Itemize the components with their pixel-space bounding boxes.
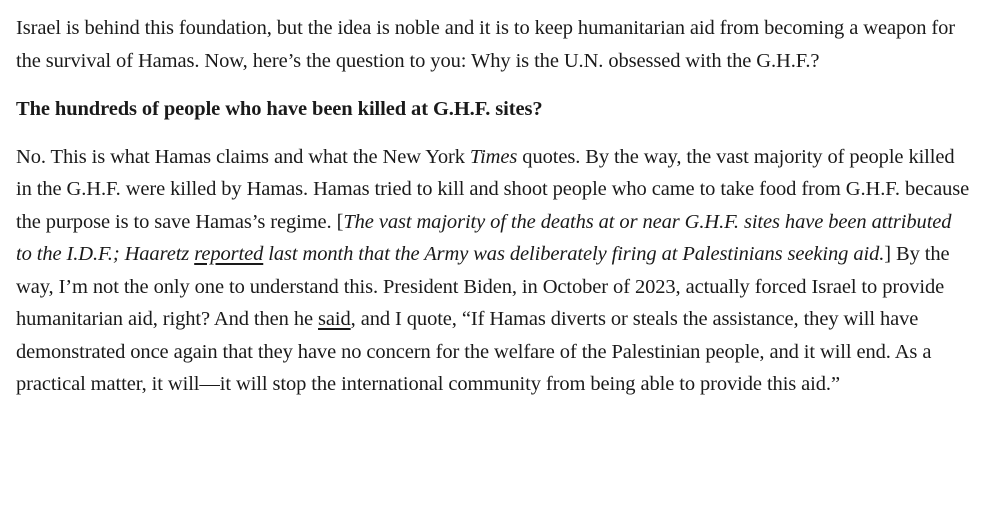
editor-note-text-1: The vast majority of the deaths at or near G.H.F. sites have been attributed to the I.D.F.; Haaretz (16, 210, 952, 265)
reported-link[interactable]: reported (194, 243, 264, 265)
times-title: Times (469, 145, 518, 168)
answer-text-4: , and I quote, “If Hamas diverts or steals the assistance, they will have demonstrated once again that they have no concern for the welfare of the Palestinian people, and it will end. As a practical matter, it will—it will stop the international community from being able to provide this aid.” (16, 308, 932, 395)
editor-note-text-2: last month that the Army was deliberately firing at Palestinians seeking aid. (263, 243, 885, 265)
said-link[interactable]: said (318, 308, 351, 330)
paragraph-intro: Israel is behind this foundation, but the idea is noble and it is to keep humanitarian aid from becoming a weapon for the survival of Hamas. Now, here’s the question to you: Why is the U.N. obsessed with the G.H.F.? (16, 17, 956, 72)
answer-text-1: No. This is what Hamas claims and what the New York (16, 145, 470, 168)
answer-text-3: ] By the way, I’m not the only one to understand this. President Biden, in October of 2023, actually forced Israel to provide humanitarian aid, right? And then he (16, 243, 950, 330)
interview-question: The hundreds of people who have been killed at G.H.F. sites? (16, 98, 543, 120)
paragraph-answer (16, 141, 970, 401)
answer-text-2: quotes. By the way, the vast majority of people killed in the G.H.F. were killed by Hamas. Hamas tried to kill and shoot people who came to take food from G.H.F. because the purpose is to save Hamas’s regime. [ (16, 145, 970, 233)
